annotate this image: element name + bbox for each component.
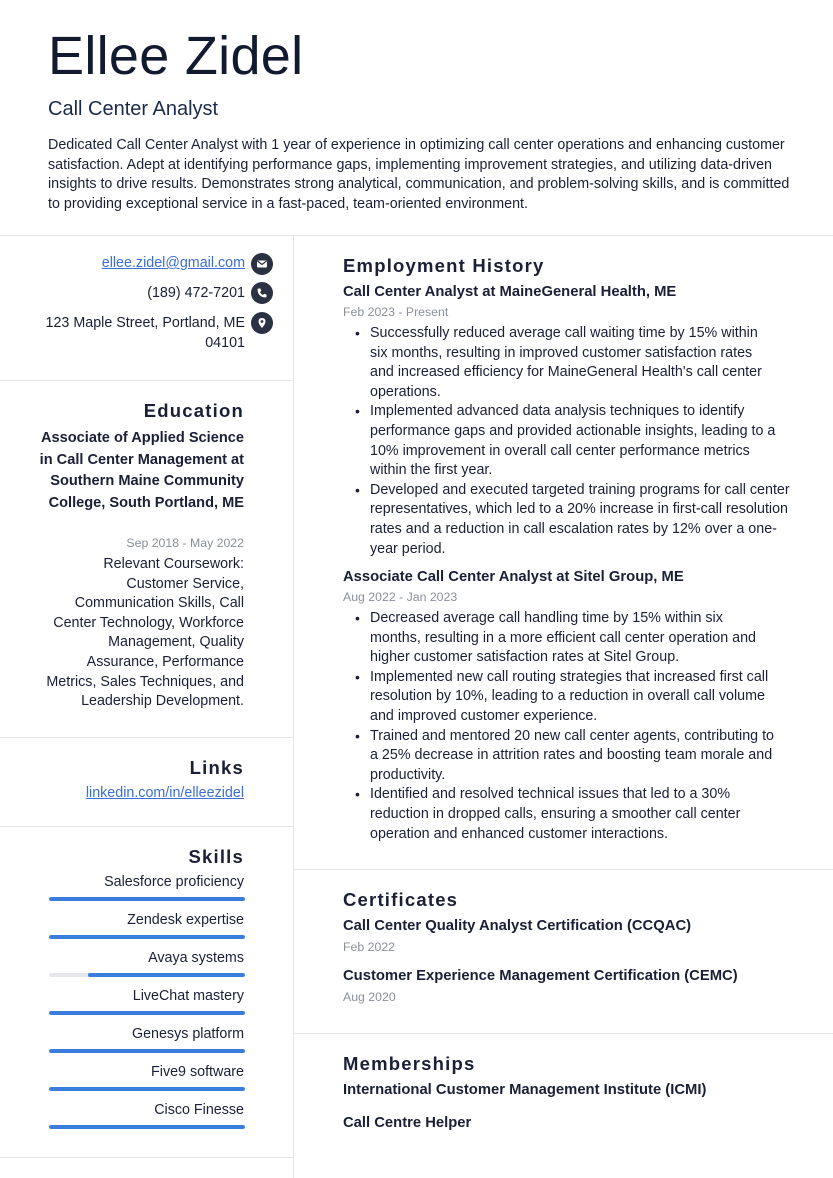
job-title: Call Center Analyst at MaineGeneral Health, ME	[343, 284, 677, 300]
header-divider	[0, 235, 833, 236]
education-description: Relevant Coursework: Customer Service, Communication Skills, Call Center Technology, Workforce Management, Quality Assurance, Performance Metrics, Sales Techniques, and Leadership Development.	[46, 556, 244, 710]
certificate-date: Aug 2020	[343, 990, 396, 1004]
skill-bar-fill	[88, 973, 245, 977]
phone-icon	[251, 282, 273, 304]
email-text[interactable]: ellee.zidel@gmail.com	[101, 255, 245, 271]
employment-heading: Employment History	[343, 255, 545, 276]
skill-bar-fill	[49, 935, 245, 939]
skill-bar	[49, 1011, 245, 1015]
job-bullet: • Decreased average call handling time by 15% within six months, resulting in a more efficient call center operation and higher customer satisfaction rates at Sitel Group.	[352, 609, 777, 668]
skill-label: Cisco Finesse	[154, 1102, 244, 1118]
envelope-icon	[251, 253, 273, 275]
links-heading: Links	[189, 757, 244, 778]
job-title: Associate Call Center Analyst at Sitel Group, ME	[343, 569, 684, 585]
job-date: Feb 2023 - Present	[343, 305, 449, 319]
skill-bar	[49, 1087, 245, 1091]
education-divider	[0, 737, 293, 738]
certificate-date: Feb 2022	[343, 940, 395, 954]
job-bullet: • Identified and resolved technical issues that led to a 30% reduction in dropped calls, ensuring a smoother call center operation and enhanced customer interactions.	[352, 785, 790, 844]
job-bullet: • Implemented new call routing strategies that increased first call resolution by 10%, leading to a reduction in overall call volume and improved customer experience.	[352, 668, 790, 727]
skill-bar-fill	[49, 1087, 245, 1091]
location-pin-icon	[251, 312, 273, 334]
job-date: Aug 2022 - Jan 2023	[343, 590, 458, 604]
certificates-divider	[293, 1033, 833, 1034]
address-text: 123 Maple Street, Portland, ME 04101	[45, 315, 245, 351]
membership-name: International Customer Management Institute (ICMI)	[343, 1082, 707, 1098]
job-bullets	[352, 324, 790, 559]
skill-label: Five9 software	[151, 1064, 244, 1080]
job-bullet: • Implemented advanced data analysis techniques to identify performance gaps and provided actionable insights, leading to a 10% improvement in overall call center performance metrics within the first year.	[352, 402, 790, 480]
job-bullet: • Developed and executed targeted training programs for call center representatives, which led to a 20% increase in first-call resolution rates and a reduction in call escalation rates by 12% over a one-year period.	[352, 481, 790, 559]
membership-name: Call Centre Helper	[343, 1115, 472, 1131]
column-divider	[293, 235, 294, 1178]
skill-bar-fill	[49, 897, 245, 901]
skill-bar	[49, 1125, 245, 1129]
certificate-name: Customer Experience Management Certification (CEMC)	[343, 968, 738, 984]
job-role: Call Center Analyst	[48, 98, 219, 120]
skill-label: Genesys platform	[131, 1026, 244, 1042]
education-date: Sep 2018 - May 2022	[126, 536, 244, 550]
certificate-name: Call Center Quality Analyst Certification (CCQAC)	[343, 918, 692, 934]
skill-bar	[49, 973, 245, 977]
links-divider	[0, 826, 293, 827]
skill-bar	[49, 935, 245, 939]
phone-text: (189) 472-7201	[147, 285, 245, 301]
skills-divider	[0, 1157, 293, 1158]
linkedin-link[interactable]: linkedin.com/in/elleezidel	[85, 785, 244, 801]
education-degree: Associate of Applied Science in Call Center Management at Southern Maine Community College, South Portland, ME	[39, 430, 244, 511]
skill-bar-fill	[49, 1011, 245, 1015]
skill-bar	[49, 1049, 245, 1053]
email-link[interactable]	[102, 253, 245, 273]
skill-label: Avaya systems	[148, 950, 244, 966]
job-bullet: • Trained and mentored 20 new call center agents, contributing to a 25% decrease in attrition rates and boosting team morale and productivity.	[352, 727, 782, 786]
skill-label: Salesforce proficiency	[104, 874, 244, 890]
contact-divider	[0, 380, 293, 381]
job-bullet: • Successfully reduced average call waiting time by 15% within six months, resulting in improved customer satisfaction rates and increased efficiency for MaineGeneral Health's call center operations.	[352, 324, 762, 402]
skills-heading: Skills	[188, 846, 244, 867]
job-bullets	[352, 609, 790, 844]
education-heading: Education	[143, 400, 244, 421]
skill-label: Zendesk expertise	[127, 912, 244, 928]
skill-bar	[49, 897, 245, 901]
certificates-heading: Certificates	[343, 889, 459, 910]
skill-bar-fill	[49, 1049, 245, 1053]
skill-label: LiveChat mastery	[132, 988, 244, 1004]
candidate-name: Ellee Zidel	[48, 26, 304, 86]
memberships-heading: Memberships	[343, 1053, 476, 1074]
profile-summary: Dedicated Call Center Analyst with 1 year of experience in optimizing call center operations and enhancing customer satisfaction. Adept at identifying performance gaps, implementing improvement strategies, and utilizing data-driven insights to drive results. Demonstrates strong analytical, communication, and problem-solving skills, and is committed to providing exceptional service in a fast-paced, team-oriented environment.	[48, 137, 790, 213]
skill-bar-fill	[49, 1125, 245, 1129]
employment-divider	[293, 869, 833, 870]
